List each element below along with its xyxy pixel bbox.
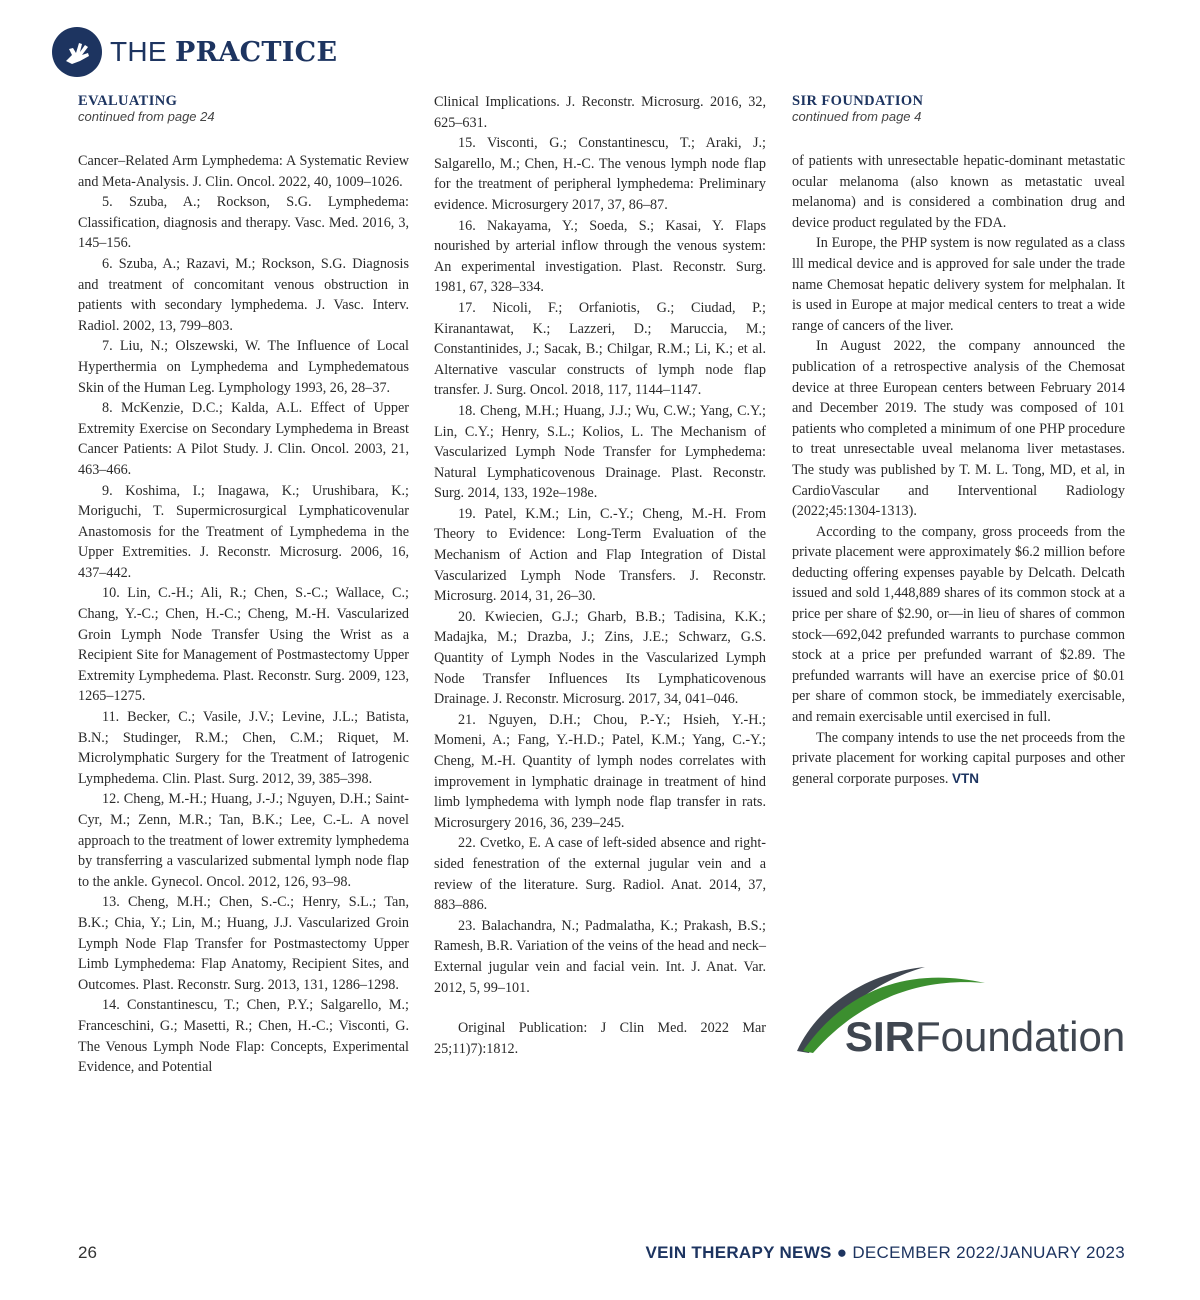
- reference-item: 8. McKenzie, D.C.; Kalda, A.L. Effect of Upper Extremity Exercise on Secondary Lymphedema in Breast Cancer Patients: A Pilot Study. J. Clin. Oncol. 2003, 21, 463–466.: [78, 400, 409, 478]
- reference-item: 20. Kwiecien, G.J.; Gharb, B.B.; Tadisina, K.K.; Madajka, M.; Drazba, J.; Zins, J.E.; Schwarz, G.S. Quantity of Lymph Nodes in the Vascularized Lymph Node Transfer Influences Its Lymphaticovenous Drainage. J. Reconstr. Microsurg. 2017, 34, 041–046.: [434, 608, 766, 708]
- reference-item: 10. Lin, C.-H.; Ali, R.; Chen, S.-C.; Wallace, C.; Chang, Y.-C.; Chen, H.-C.; Cheng, M.-H. Vascularized Groin Lymph Node Transfer Using the Wrist as a Recipient Site for Management of Postmastectomy Upper Extremity Lymphedema. Plast. Reconstr. Surg. 2009, 123, 1265–1275.: [78, 585, 409, 705]
- pub-name-bold: NEWS: [779, 1243, 832, 1262]
- publication-line: [646, 1243, 1125, 1263]
- left-heading: EVALUATING: [78, 93, 178, 109]
- page-number: 26: [78, 1243, 97, 1262]
- brand-practice: PRACTICE: [174, 37, 338, 68]
- bullet-separator: ●: [831, 1243, 853, 1262]
- column-left: [78, 92, 409, 1078]
- reference-item: 16. Nakayama, Y.; Soeda, S.; Kasai, Y. Flaps nourished by arterial inflow through the venous system: An experimental investigation. Plast. Reconstr. Surg. 1981, 67, 328–334.: [434, 217, 766, 296]
- left-body: [78, 151, 409, 1078]
- reference-item: 15. Visconti, G.; Constantinescu, T.; Araki, J.; Salgarello, M.; Chen, H.-C. The venous lymph node flap for the treatment of peripheral lymphedema: Preliminary evidence. Microsurgery 2017, 37, 86–87.: [434, 135, 766, 213]
- sir-foundation-logo: [795, 955, 1125, 1065]
- end-mark: VTN: [951, 770, 979, 786]
- reference-item: 13. Cheng, M.H.; Chen, S.-C.; Henry, S.L.; Tan, B.K.; Chia, Y.; Lin, M.; Huang, J.J. Vascularized Groin Lymph Node Flap Transfer for Postmastectomy Upper Limb Lymphedema: Flap Anatomy, Recipient Sites, and Outcomes. Plast. Reconstr. Surg. 2013, 131, 1286–1298.: [78, 894, 409, 993]
- reference-item: 21. Nguyen, D.H.; Chou, P.-Y.; Hsieh, Y.-H.; Momeni, A.; Fang, Y.-H.D.; Patel, K.M.; Yang, C.-Y.; Cheng, M.-H. Quantity of lymph nodes correlates with improvement in lymphatic drainage in treatment of hind limb lymphedema with lymph node flap transfer in rats. Microsurgery 2016, 36, 239–245.: [434, 711, 766, 831]
- reference-item: 18. Cheng, M.H.; Huang, J.J.; Wu, C.W.; Yang, C.Y.; Lin, C.Y.; Henry, S.L.; Kolios, L. The Mechanism of Vascularized Lymph Node Transfer for Lymphedema: Natural Lymphaticovenous Drainage. Plast. Reconstr. Surg. 2014, 133, 192e–198e.: [434, 402, 766, 502]
- reference-item: 17. Nicoli, F.; Orfaniotis, G.; Ciudad, P.; Kiranantawat, K.; Lazzeri, D.; Maruccia, M.; Constantinides, J.; Sacak, B.; Chilgar, R.M.; Li, K.; et al. Alternative vascular constructs of lymph node flap transfer. J. Surg. Oncol. 2018, 117, 1144–1147.: [434, 299, 766, 399]
- reference-item: 5. Szuba, A.; Rockson, S.G. Lymphedema: Classification, diagnosis and therapy. Vasc. Med. 2016, 3, 145–156.: [78, 194, 409, 252]
- section-brand: [52, 26, 337, 78]
- reference-text: Cancer–Related Arm Lymphedema: A Systematic Review and Meta-Analysis. J. Clin. Oncol. 2022, 40, 1009–1026.: [78, 153, 409, 190]
- reference-item: 23. Balachandra, N.; Padmalatha, K.; Prakash, B.S.; Ramesh, B.R. Variation of the veins of the head and neck–External jugular vein and facial vein. Int. J. Anat. Var. 2012, 5, 99–101.: [434, 917, 766, 996]
- brand-the: THE: [110, 36, 175, 67]
- logo-foundation: Foundation: [915, 1013, 1125, 1060]
- hand-logo-icon: [52, 27, 102, 77]
- page-footer: [78, 1243, 1125, 1265]
- reference-item: 11. Becker, C.; Vasile, J.V.; Levine, J.L.; Batista, B.N.; Studinger, R.M.; Chen, C.M.; Riquet, M. Microlymphatic Surgery for the Treatment of Iatrogenic Lymphedema. Clin. Plast. Surg. 2012, 39, 385–398.: [78, 709, 409, 787]
- article-paragraph: According to the company, gross proceeds from the private placement were approximately $6.2 million before deducting offering expenses payable by Delcath. Delcath issued and sold 1,448,889 shares of its common stock at a price per share of $2.90, or—in lieu of shares of common stock—692,042 prefunded warrants to purchase common stock at a price per prefunded warrant of $2.89. The prefunded warrants will have an exercise price of $0.01 per share of common stock, be immediately exercisable, and remain exercisable until exercised in full.: [792, 523, 1125, 726]
- reference-text: Clinical Implications. J. Reconstr. Microsurg. 2016, 32, 625–631.: [434, 94, 766, 131]
- pub-name-regular: VEIN THERAPY: [645, 1243, 780, 1262]
- right-body: [792, 151, 1125, 789]
- article-paragraph-last: [792, 728, 1125, 790]
- reference-item: 9. Koshima, I.; Inagawa, K.; Urushibara, K.; Moriguchi, T. Supermicrosurgical Lymphaticovenular Anastomosis for the Treatment of Lymphedema in the Upper Extremities. J. Reconstr. Microsurg. 2006, 16, 437–442.: [78, 482, 409, 581]
- reference-item: 7. Liu, N.; Olszewski, W. The Influence of Local Hyperthermia on Lymphedema and Lymphedematous Skin of the Human Leg. Lymphology 1993, 26, 28–37.: [78, 338, 409, 396]
- reference-item: 19. Patel, K.M.; Lin, C.-Y.; Cheng, M.-H. From Theory to Evidence: Long-Term Evaluation of the Mechanism of Action and Flap Integration of Distal Vascularized Lymph Node Transfers. J. Reconstr. Microsurg. 2014, 31, 26–30.: [434, 505, 766, 605]
- original-publication: Original Publication: J Clin Med. 2022 Mar 25;11)7):1812.: [434, 1020, 766, 1057]
- logo-text: [845, 1013, 1125, 1060]
- column-right: [792, 92, 1125, 789]
- left-subheading: continued from page 24: [78, 109, 215, 124]
- issue-date: DECEMBER 2022/JANUARY 2023: [852, 1243, 1125, 1262]
- column-middle: [434, 92, 766, 1059]
- reference-item: 22. Cvetko, E. A case of left-sided absence and right-sided fenestration of the external jugular vein and a review of the literature. Surg. Radiol. Anat. 2014, 37, 883–886.: [434, 835, 766, 914]
- reference-item: 6. Szuba, A.; Razavi, M.; Rockson, S.G. Diagnosis and treatment of concomitant venous obstruction in patients with secondary lymphedema. J. Vasc. Interv. Radiol. 2002, 13, 799–803.: [78, 255, 409, 334]
- middle-body: [434, 92, 766, 1059]
- reference-item: 12. Cheng, M.-H.; Huang, J.-J.; Nguyen, D.H.; Saint-Cyr, M.; Zenn, M.R.; Tan, B.K.; Lee, C.-L. A novel approach to the treatment of lower extremity lymphedema by transferring a vascularized submental lymph node flap to the ankle. Gynecol. Oncol. 2012, 126, 93–98.: [78, 791, 409, 890]
- logo-sir: SIR: [845, 1013, 916, 1060]
- article-paragraph: In Europe, the PHP system is now regulated as a class lll medical device and is approved for sale under the trade name Chemosat hepatic delivery system for melphalan. It is used in Europe at major medical centers to treat a wide range of cancers of the liver.: [792, 235, 1125, 334]
- article-paragraph: In August 2022, the company announced the publication of a retrospective analysis of the Chemosat device at three European centers between February 2014 and December 2019. The study was composed of 101 patients who completed a minimum of one PHP procedure to treat unresectable uveal melanoma liver metastases. The study was published by T. M. L. Tong, MD, et al, in CardioVascular and Interventional Radiology (2022;45:1304-1313).: [792, 338, 1125, 520]
- last-paragraph-text: The company intends to use the net proceeds from the private placement for working capital purposes and other general corporate purposes.: [792, 729, 1125, 787]
- right-subheading: continued from page 4: [792, 109, 922, 124]
- reference-item: 14. Constantinescu, T.; Chen, P.Y.; Salgarello, M.; Franceschini, G.; Masetti, R.; Chen, H.-C.; Visconti, G. The Venous Lymph Node Flap: Concepts, Experimental Evidence, and Potential: [78, 997, 409, 1076]
- article-paragraph: of patients with unresectable hepatic-dominant metastatic ocular melanoma (also known as metastatic uveal melanoma) and is considered a combination drug and device product regulated by the FDA.: [792, 153, 1125, 231]
- section-title: [110, 36, 337, 68]
- right-heading: SIR FOUNDATION: [792, 93, 924, 109]
